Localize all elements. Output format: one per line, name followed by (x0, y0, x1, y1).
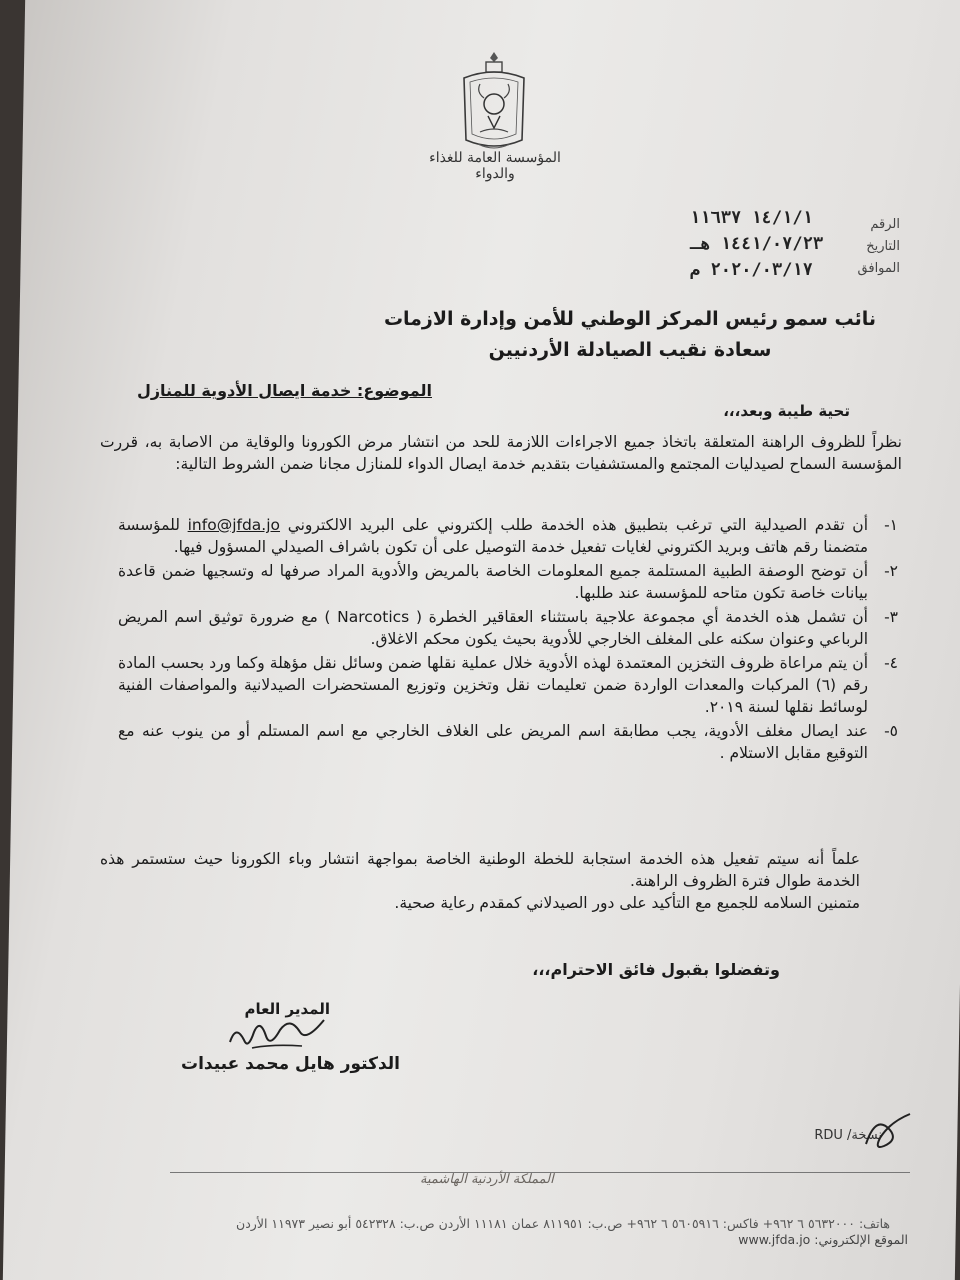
conditions-list (118, 514, 898, 766)
list-item-number: ١- (884, 516, 898, 534)
list-item-number: ٤- (884, 654, 898, 672)
ref-label-date: التاريخ (866, 239, 900, 254)
list-item-text: عند ايصال مغلف الأدوية، يجب مطابقة اسم المريض على الغلاف الخارجي مع اسم المستلم أو من ينوب عنه مع التوقيع مقابل الاستلام . (118, 722, 868, 762)
copy-to: نسخة/ RDU (814, 1128, 882, 1143)
list-item (118, 560, 898, 604)
regards-line: وتفضلوا بقبول فائق الاحترام،،، (532, 960, 780, 979)
addressee-line-2: سعادة نقيب الصيادلة الأردنيين (488, 339, 772, 361)
list-item-text: أن يتم مراعاة ظروف التخزين المعتمدة لهذه الأدوية خلال عملية نقلها ضمن وسائل نقل مؤهلة وكما ورد بحسب المادة رقم (٦) المركبات والمعدات الواردة ضمن تعليمات نقل وتخزين وتوزيع المستحضرات الصيدلانية والمواصفات الفنية لوسائط نقلها لسنة ٢٠١٩. (118, 654, 868, 716)
list-item (118, 606, 898, 650)
addressee-line-1: نائب سمو رئيس المركز الوطني للأمن وإدارة الازمات (383, 308, 877, 330)
footer-website (728, 1232, 908, 1247)
organization-name: المؤسسة العامة للغذاء والدواء (429, 150, 561, 182)
website-link[interactable]: www.jfda.jo (738, 1232, 811, 1247)
list-item-number: ٢- (884, 562, 898, 580)
website-label: الموقع الإلكتروني: (814, 1232, 908, 1247)
list-item-text: أن توضح الوصفة الطبية المستلمة جميع المعلومات الخاصة بالمريض والأدوية المراد صرفها له وتسجيها ضمن قاعدة بيانات خاصة تكون متاحه للمؤسسة عند طلبها. (118, 562, 868, 602)
email-link[interactable]: info@jfda.jo (187, 516, 281, 534)
list-item-text: أن تشمل هذه الخدمة أي مجموعة علاجية باستثناء العقاقير الخطرة ( Narcotics ) مع ضرورة توثيق اسم المريض الرباعي وعنوان سكنه على المغلف الخارجي للأدوية بحيث يكون محكم الاغلاق. (118, 608, 868, 648)
closing-line-2: متمنين السلامه للجميع مع التأكيد على دور الصيدلاني كمقدم رعاية صحية. (394, 894, 860, 912)
intro-paragraph: نظراً للظروف الراهنة المتعلقة باتخاذ جميع الاجراءات اللازمة للحد من انتشار مرض الكورونا والوقاية من الاصابة به، قررت المؤسسة السماح لصيدليات المجتمع والمستشفيات بتقديم خدمة ايصال الدواء للمنازل مجانا ضمن الشروط التالية: (100, 433, 902, 473)
list-item (118, 514, 898, 558)
subject-line: الموضوع: خدمة ايصال الأدوية للمنازل (136, 381, 432, 400)
list-item-number: ٥- (884, 722, 898, 740)
addressee (360, 304, 900, 366)
ref-label-corresponding: الموافق (857, 261, 900, 276)
signer-name: الدكتور هايل محمد عبيدات (181, 1054, 400, 1074)
closing-line-1: علماً أنه سيتم تفعيل هذه الخدمة استجابة للخطة الوطنية الخاصة بمواجهة انتشار وباء الكورونا حيث ستستمر هذه الخدمة طوال فترة الظروف الراهنة. (100, 850, 860, 890)
signer-title: المدير العام (244, 1000, 330, 1018)
hijri-date: ١٤٤١/٠٧/٢٣ هـ (690, 234, 824, 254)
footer-kingdom: المملكة الأردنية الهاشمية (420, 1172, 554, 1187)
footer-contact: هاتف: ٥٦٣٢٠٠٠ ٦ ٩٦٢+ فاكس: ٥٦٠٥٩١٦ ٦ ٩٦٢+ ص.ب: ٨١١٩٥١ عمان ١١١٨١ الأردن ص.ب: ٥٤٢٣٢٨ أبو نصير ١١٩٧٣ الأردن (236, 1216, 890, 1231)
list-item-text-part: للمؤسسة متضمنا رقم هاتف وبريد الكتروني لغايات تفعيل خدمة التوصيل على أن تكون باشراف الصيدلي المسؤول فيها. (118, 516, 868, 556)
reference-number: ١٤/١/١ ١١٦٣٧ (690, 208, 813, 228)
reference-labels (858, 214, 900, 280)
coat-of-arms-emblem (458, 48, 530, 158)
reference-values (690, 205, 860, 283)
list-item-text (118, 514, 868, 558)
list-item (118, 720, 898, 764)
gregorian-date: ٢٠٢٠/٠٣/١٧ م (690, 260, 813, 280)
initials-mark (860, 1100, 920, 1160)
list-item-text-part: أن تقدم الصيدلية التي ترغب بتطبيق هذه الخدمة طلب إلكتروني على البريد الالكتروني (280, 516, 868, 534)
closing-paragraph (100, 848, 860, 914)
greeting: تحية طيبة وبعد،،، (723, 402, 850, 420)
list-item (118, 652, 898, 718)
ref-label-number: الرقم (870, 217, 900, 232)
list-item-number: ٣- (884, 608, 898, 626)
handwritten-signature (222, 1012, 332, 1060)
